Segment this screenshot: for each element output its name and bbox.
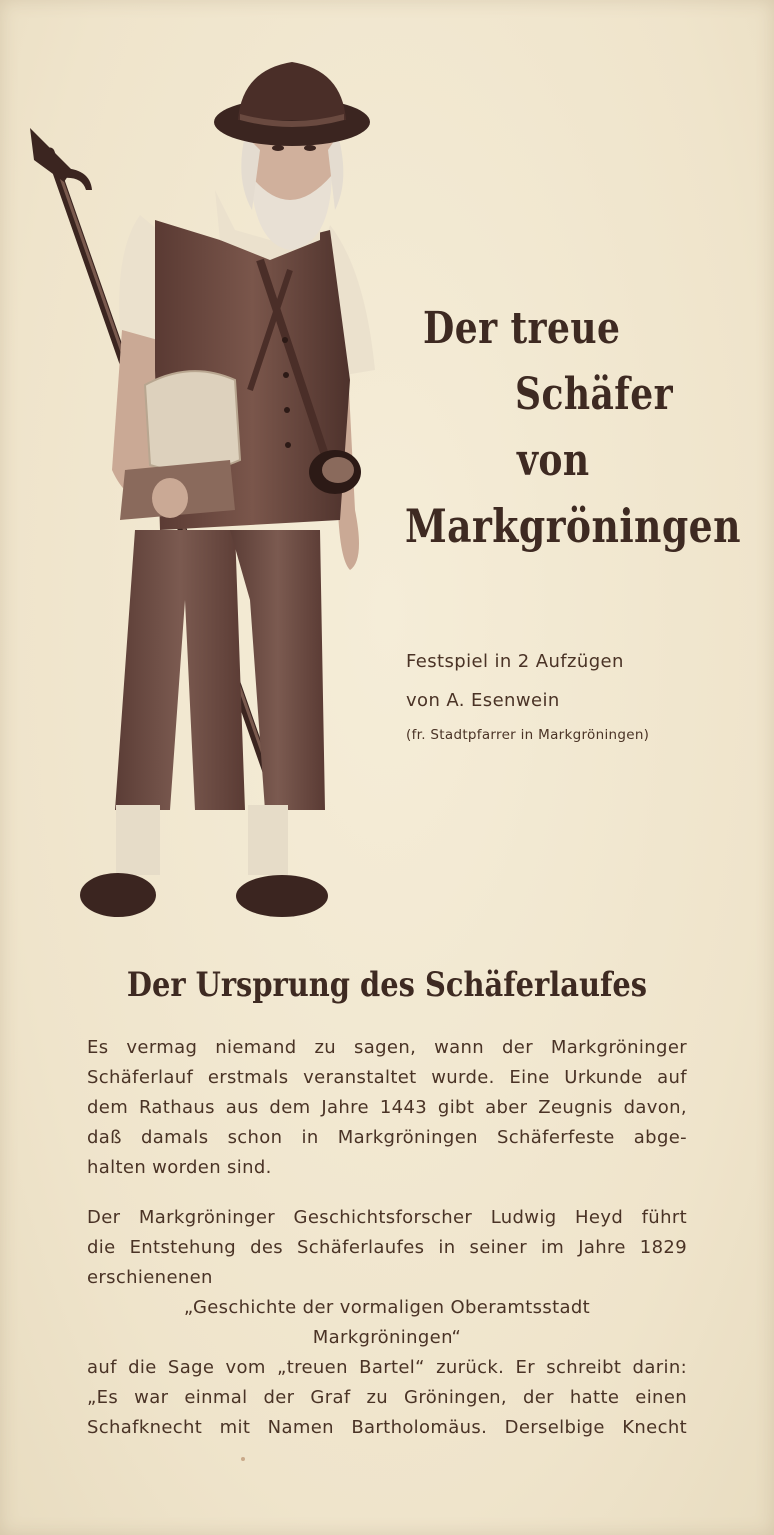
play-title — [395, 295, 765, 565]
text-line: die Entstehung des Schäferlaufes in seiner im Jahre 1829 — [87, 1237, 687, 1258]
text-line: „Es war einmal der Graf zu Gröningen, der hatte einen — [87, 1387, 687, 1408]
title-line-3: von — [517, 435, 590, 486]
paragraph-1 — [87, 1033, 687, 1183]
text-line: Der Markgröninger Geschichtsforscher Ludwig Heyd führt — [87, 1207, 687, 1228]
section-heading-text: Der Ursprung des Schäferlaufes — [126, 965, 648, 1005]
text-line: dem Rathaus aus dem Jahre 1443 gibt aber Zeugnis davon, — [87, 1097, 687, 1118]
title-line-2: Schäfer — [515, 369, 673, 420]
section-heading — [0, 965, 774, 1005]
title-line-1: Der treue — [423, 303, 621, 354]
book-title-line-2: Markgröningen“ — [312, 1327, 462, 1348]
title-line-4: Markgröningen — [405, 499, 741, 553]
text-line: erschienenen — [87, 1267, 213, 1288]
text-line: daß damals schon in Markgröningen Schäferfeste abge- — [87, 1127, 687, 1148]
text-line: halten worden sind. — [87, 1157, 272, 1178]
text-line: Schafknecht mit Namen Bartholomäus. Derselbige Knecht — [87, 1417, 687, 1438]
subtitle-author-note: (fr. Stadtpfarrer in Markgröningen) — [406, 727, 650, 743]
subtitle-genre: Festspiel in 2 Aufzügen — [406, 651, 624, 672]
text-line: auf die Sage vom „treuen Bartel“ zurück. Er schreibt darin: — [87, 1357, 687, 1378]
text-line: Schäferlauf erstmals veranstaltet wurde. Eine Urkunde auf — [87, 1067, 687, 1088]
subtitle-author: von A. Esenwein — [406, 690, 560, 711]
text-line: Es vermag niemand zu sagen, wann der Markgröninger — [87, 1037, 687, 1058]
paper-speck — [241, 1457, 245, 1461]
paragraph-2 — [87, 1203, 687, 1443]
shepherd-photograph — [20, 40, 400, 940]
book-title-line-1: „Geschichte der vormaligen Oberamtsstadt — [183, 1297, 591, 1318]
